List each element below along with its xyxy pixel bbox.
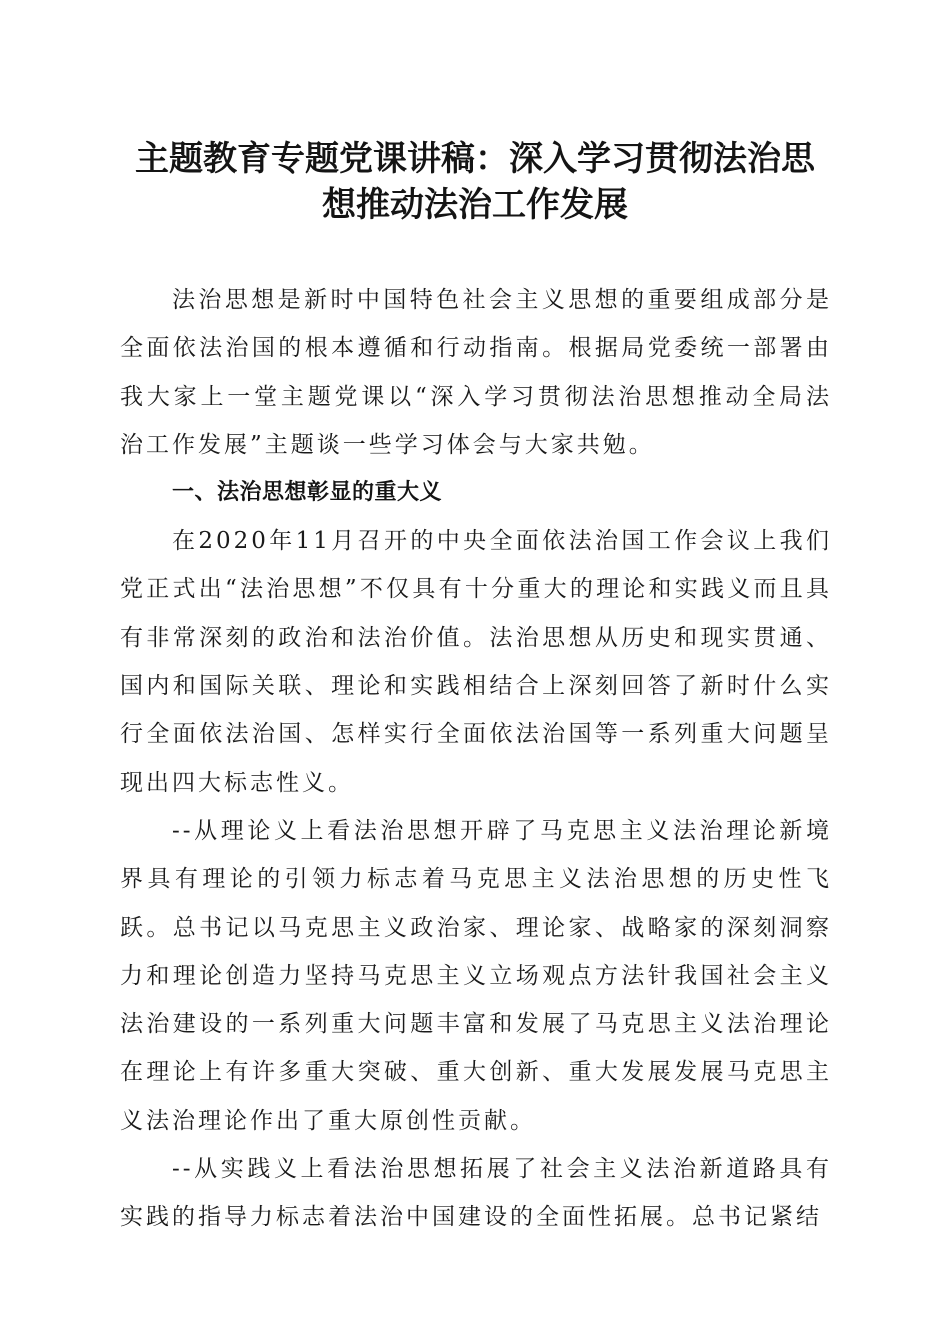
paragraph-3: --从理论义上看法治思想开辟了马克思主义法治理论新境界具有理论的引领力标志着马克思主义法治思想的历史性飞跃。总书记以马克思主义政治家、理论家、战略家的深刻洞察力和理论创造力坚持马克思主义立场观点方法针我国社会主义法治建设的一系列重大问题丰富和发展了马克思主义法治理论在理论上有许多重大突破、重大创新、重大发展发展马克思主义法治理论作出了重大原创性贡献。 bbox=[120, 817, 832, 1134]
paragraph-2: 在2020年11月召开的中央全面依法治国工作会议上我们党正式出“法治思想”不仅具有十分重大的理论和实践义而且具有非常深刻的政治和法治价值。法治思想从历史和现实贯通、国内和国际关联、理论和实践相结合上深刻回答了新时什么实行全面依法治国、怎样实行全面依法治国等一系列重大问题呈现出四大标志性义。 bbox=[120, 528, 832, 796]
paragraph-intro: 法治思想是新时中国特色社会主义思想的重要组成部分是全面依法治国的根本遵循和行动指南。根据局党委统一部署由我大家上一堂主题党课以“深入学习贯彻法治思想推动全局法治工作发展”主题谈一些学习体会与大家共勉。 bbox=[120, 287, 832, 458]
title-line-1: 主题教育专题党课讲稿：深入学习贯彻法治思 bbox=[135, 139, 815, 179]
paragraph-4: --从实践义上看法治思想拓展了社会主义法治新道路具有实践的指导力标志着法治中国建设的全面性拓展。总书记紧结 bbox=[120, 1156, 832, 1231]
document-body bbox=[120, 276, 832, 1242]
section-heading-1: 一、法治思想彰显的重大义 bbox=[172, 480, 443, 506]
title-line-2: 想推动法治工作发展 bbox=[322, 185, 628, 225]
document-title bbox=[100, 136, 850, 228]
